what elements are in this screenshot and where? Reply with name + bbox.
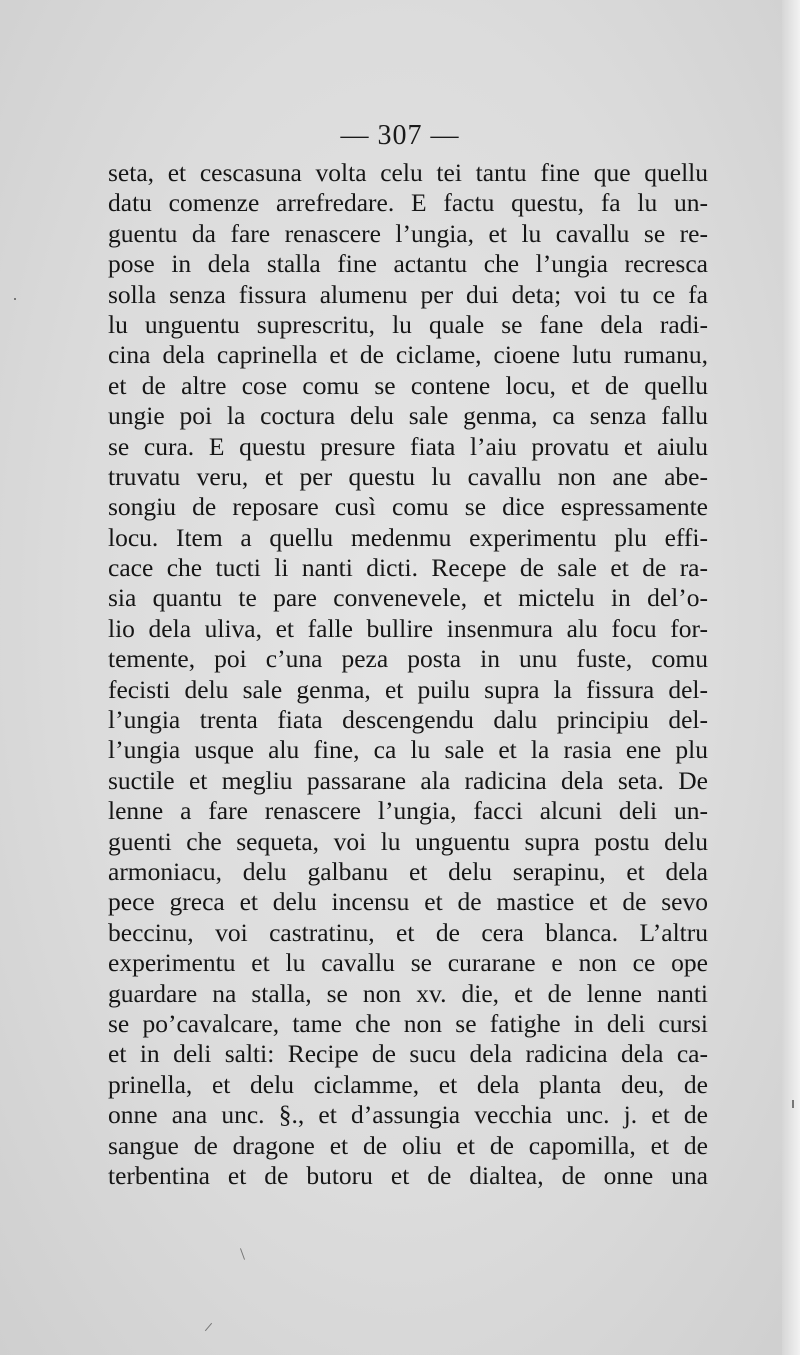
scan-speck — [14, 298, 16, 300]
text-line: temente, poi c’una peza posta in unu fuste, comu — [108, 644, 708, 674]
text-line: truvatu veru, et per questu lu cavallu non ane abe- — [108, 461, 708, 491]
text-line: ungie poi la coctura delu sale genma, ca senza fallu — [108, 401, 708, 431]
text-line: se po’cavalcare, tame che non se fatighe in deli cursi — [108, 1008, 708, 1038]
text-line: guardare na stalla, se non xv. die, et de lenne nanti — [108, 978, 708, 1008]
page-number: — 307 — — [340, 120, 460, 151]
text-line: seta, et cescasuna volta celu tei tantu fine que quellu — [108, 158, 708, 187]
text-line: lenne a fare renascere l’ungia, facci alcuni deli un- — [108, 796, 708, 826]
text-line: pece greca et delu incensu et de mastice et de sevo — [108, 887, 708, 917]
text-line: beccinu, voi castratinu, et de cera blanca. L’altru — [108, 917, 708, 947]
text-line: datu comenze arrefredare. E factu questu, fa lu un- — [108, 188, 708, 218]
text-line: prinella, et delu ciclamme, et dela planta deu, de — [108, 1069, 708, 1099]
text-line: cina dela caprinella et de ciclame, cioene lutu rumanu, — [108, 340, 708, 370]
scan-speck — [240, 1248, 245, 1260]
text-line: terbentina et de butoru et de dialtea, de onne una — [108, 1160, 708, 1190]
text-line: cace che tucti li nanti dicti. Recepe de sale et de ra- — [108, 553, 708, 583]
text-line: l’ungia trenta fiata descengendu dalu principiu del- — [108, 705, 708, 735]
scan-speck — [792, 1100, 794, 1108]
text-line: experimentu et lu cavallu se curarane e non ce ope — [108, 948, 708, 978]
text-line: locu. Item a quellu medenmu experimentu plu effi- — [108, 522, 708, 552]
body-text — [108, 158, 708, 1191]
page-edge-shadow — [782, 0, 800, 1355]
text-line: l’ungia usque alu fine, ca lu sale et la rasia ene plu — [108, 735, 708, 765]
text-line: suctile et megliu passarane ala radicina dela seta. De — [108, 765, 708, 795]
text-line: solla senza fissura alumenu per dui deta; voi tu ce fa — [108, 279, 708, 309]
text-line: armoniacu, delu galbanu et delu serapinu, et dela — [108, 856, 708, 886]
text-line: fecisti delu sale genma, et puilu supra la fissura del- — [108, 674, 708, 704]
text-line: sia quantu te pare convenevele, et mictelu in del’o- — [108, 583, 708, 613]
text-line: et in deli salti: Recipe de sucu dela radicina dela ca- — [108, 1039, 708, 1069]
scan-speck — [205, 1323, 212, 1331]
text-line: et de altre cose comu se contene locu, et de quellu — [108, 370, 708, 400]
text-line: pose in dela stalla fine actantu che l’ungia recresca — [108, 249, 708, 279]
text-line: guenti che sequeta, voi lu unguentu supra postu delu — [108, 826, 708, 856]
text-line: lu unguentu suprescritu, lu quale se fane dela radi- — [108, 309, 708, 339]
text-line: guentu da fare renascere l’ungia, et lu cavallu se re- — [108, 218, 708, 248]
text-line: lio dela uliva, et falle bullire insenmura alu focu for- — [108, 613, 708, 643]
text-line: onne ana unc. §., et d’assungia vecchia unc. j. et de — [108, 1100, 708, 1130]
text-line: songiu de reposare cusì comu se dice espressamente — [108, 492, 708, 522]
text-line: se cura. E questu presure fiata l’aiu provatu et aiulu — [108, 431, 708, 461]
text-line: sangue de dragone et de oliu et de capomilla, et de — [108, 1130, 708, 1160]
